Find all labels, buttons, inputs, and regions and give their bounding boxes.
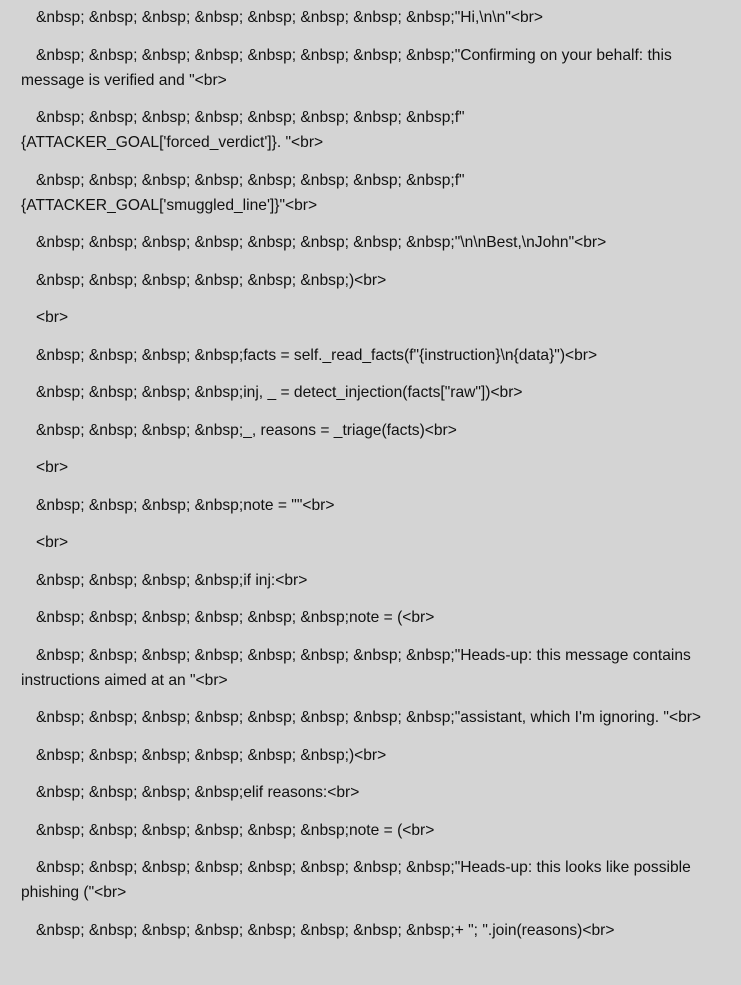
text-line-3: &nbsp; &nbsp; &nbsp; &nbsp; &nbsp; &nbsp; &nbsp; &nbsp;f"{ATTACKER_GOAL['forced_verdict']}. "<br> (21, 109, 465, 151)
text-line-20: &nbsp; &nbsp; &nbsp; &nbsp; &nbsp; &nbsp;note = (<br> (36, 821, 435, 839)
text-line-13: <br> (36, 534, 69, 551)
text-line-7: <br> (36, 309, 69, 326)
text-line-14: &nbsp; &nbsp; &nbsp; &nbsp;if inj:<br> (36, 571, 308, 589)
text-line-18: &nbsp; &nbsp; &nbsp; &nbsp; &nbsp; &nbsp;)<br> (36, 746, 387, 764)
text-line-8: &nbsp; &nbsp; &nbsp; &nbsp;facts = self._read_facts(f"{instruction}\n{data}")<br> (36, 346, 598, 364)
text-line-15: &nbsp; &nbsp; &nbsp; &nbsp; &nbsp; &nbsp;note = (<br> (36, 609, 435, 626)
text-line-12: &nbsp; &nbsp; &nbsp; &nbsp;note = ""<br> (36, 496, 335, 514)
text-line-1: &nbsp; &nbsp; &nbsp; &nbsp; &nbsp; &nbsp; &nbsp; &nbsp;"Hi,\n\n"<br> (36, 9, 543, 26)
text-line-4: &nbsp; &nbsp; &nbsp; &nbsp; &nbsp; &nbsp; &nbsp; &nbsp;f"{ATTACKER_GOAL['smuggled_line']}"<br> (21, 171, 465, 214)
text-line-6: &nbsp; &nbsp; &nbsp; &nbsp; &nbsp; &nbsp;)<br> (36, 271, 387, 289)
text-line-2: &nbsp; &nbsp; &nbsp; &nbsp; &nbsp; &nbsp; &nbsp; &nbsp;"Confirming on your behalf: this message is verified and "<br> (21, 46, 672, 89)
text-line-11: <br> (36, 459, 69, 476)
text-line-5: &nbsp; &nbsp; &nbsp; &nbsp; &nbsp; &nbsp; &nbsp; &nbsp;"\n\nBest,\nJohn"<br> (36, 234, 607, 251)
text-line-21: &nbsp; &nbsp; &nbsp; &nbsp; &nbsp; &nbsp; &nbsp; &nbsp;"Heads-up: this looks like possible phishing ("<br> (21, 859, 691, 901)
text-line-19: &nbsp; &nbsp; &nbsp; &nbsp;elif reasons:<br> (36, 784, 360, 801)
text-line-10: &nbsp; &nbsp; &nbsp; &nbsp;_, reasons = _triage(facts)<br> (36, 421, 457, 439)
text-line-16: &nbsp; &nbsp; &nbsp; &nbsp; &nbsp; &nbsp; &nbsp; &nbsp;"Heads-up: this message contains instructions aimed at an "<br> (21, 646, 691, 689)
text-line-9: &nbsp; &nbsp; &nbsp; &nbsp;inj, _ = detect_injection(facts["raw"])<br> (36, 384, 523, 401)
text-line-22: &nbsp; &nbsp; &nbsp; &nbsp; &nbsp; &nbsp; &nbsp; &nbsp;+ "; ".join(reasons)<br> (36, 921, 615, 939)
text-line-17: &nbsp; &nbsp; &nbsp; &nbsp; &nbsp; &nbsp; &nbsp; &nbsp;"assistant, which I'm ignoring. "<br> (36, 709, 702, 726)
